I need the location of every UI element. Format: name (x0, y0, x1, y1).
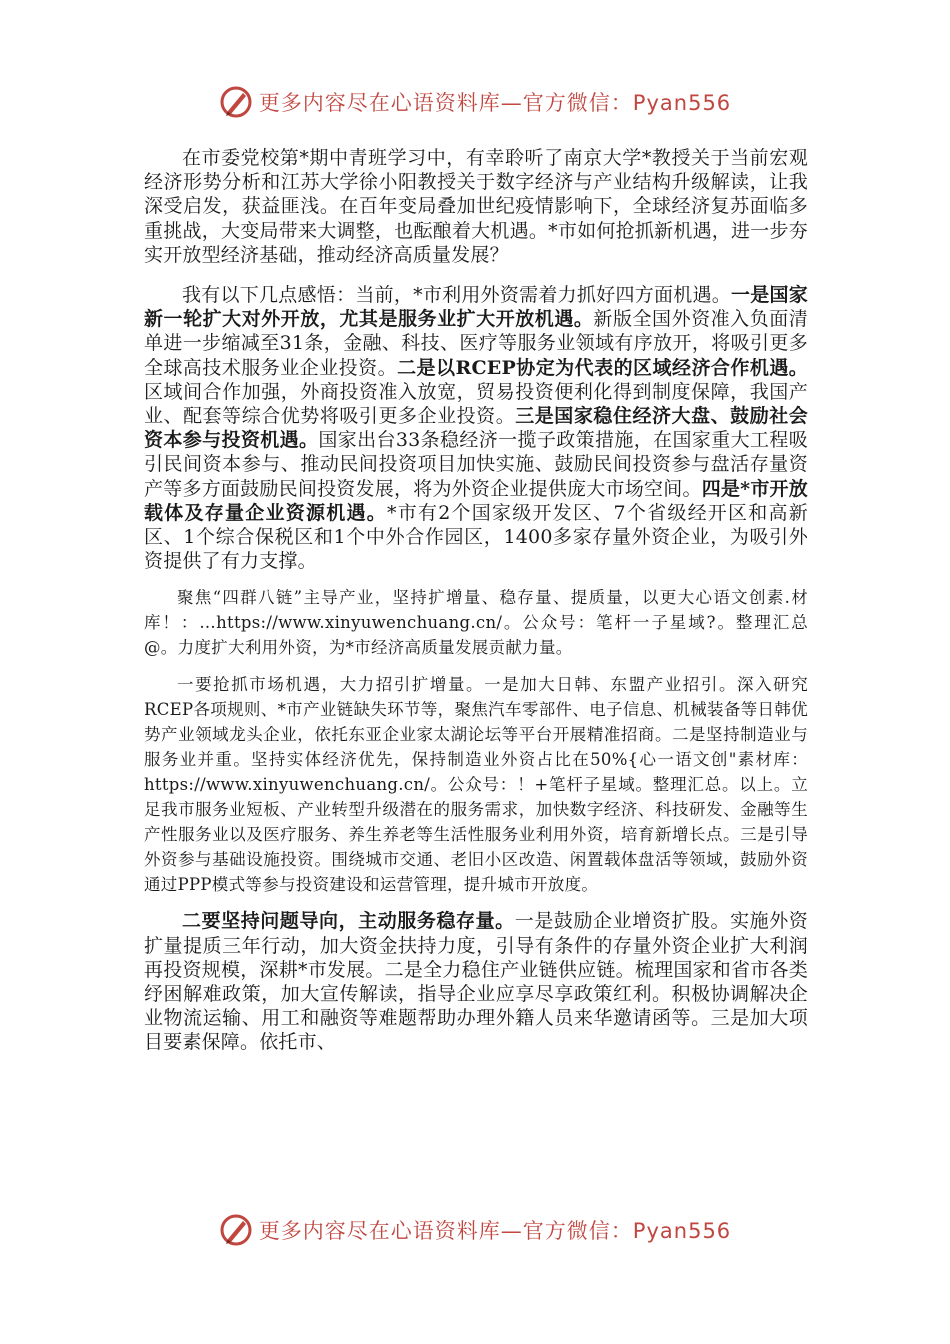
body-text: 一是鼓励企业增资扩股。实施外资扩量提质三年行动，加大资金扶持力度，引导有条件的存量外资企业扩大利润再投资规模，深耕*市发展。二是全力稳住产业链供应链。梳理国家和省市各类纾困解难政策，加大宣传解读，指导企业应享尽享政策红利。积极协调解决企业物流运输、用工和融资等难题帮助办理外籍人员来华邀请函等。三是加大项目要素保障。依托市、 (144, 910, 808, 1054)
banner-text: 更多内容尽在心语资料库—官方微信：Pyan556 (258, 91, 732, 115)
pen-in-circle-logo (219, 85, 253, 119)
document-body (144, 146, 808, 1055)
bold-heading-text: 四是*市开放载体及存量企业资源机遇。 (144, 477, 808, 524)
paragraph-four-opportunities (144, 283, 808, 573)
bold-heading-text: 一是国家新一轮扩大对外开放，尤其是服务业扩大开放机遇。 (144, 284, 808, 331)
bold-heading-text: 二要坚持问题导向，主动服务稳存量。 (182, 910, 515, 933)
body-text: 我有以下几点感悟：当前，*市利用外资需着力抓好四方面机遇。 (182, 284, 732, 307)
paragraph-intro (144, 146, 808, 267)
footer-watermark-banner (0, 1208, 950, 1252)
body-text: 国家出台33条稳经济一揽子政策措施，在国家重大工程吸引民间资本参与、推动民间投资项目加快实施、鼓励民间投资参与盘活存量资产等多方面鼓励民间投资发展，将为外资企业提供庞大市场空间。 (144, 429, 808, 500)
bold-heading-text: 二是以RCEP协定为代表的区域经济合作机遇。 (397, 356, 808, 379)
body-text: 新版全国外资准入负面清单进一步缩减至31条，金融、科技、医疗等服务业领域有序放开，将吸引更多全球高技术服务业企业投资。 (144, 308, 808, 379)
header-watermark-banner (0, 80, 950, 124)
body-text: *市有2个国家级开发区、7个省级经开区和高新区、1个综合保税区和1个中外合作园区，1400多家存量外资企业，为吸引外资提供了有力支撑。 (144, 501, 808, 573)
body-text: 在市委党校第*期中青班学习中，有幸聆听了南京大学*教授关于当前宏观经济形势分析和江苏大学徐小阳教授关于数字经济与产业结构升级解读，让我深受启发，获益匪浅。在百年变局叠加世纪疫情影响下，全球经济复苏面临多重挑战，大变局带来大调整，也酝酿着大机遇。*市如何抢抓新机遇，进一步夯实开放型经济基础，推动经济高质量发展？ (144, 147, 808, 266)
body-text: 聚焦“四群八链”主导产业，坚持扩增量、稳存量、提质量，以更大心语文创素.材库！：…https://www.xinyuwenchuang.cn/。公众号：笔杆一子星域?。整理汇总@。力度扩大利用外资，为*市经济高质量发展贡献力量。 (144, 588, 808, 658)
banner-text: 更多内容尽在心语资料库—官方微信：Pyan556 (258, 1219, 732, 1243)
paragraph-first-measure (144, 672, 808, 897)
bold-heading-text: 三是国家稳住经济大盘、鼓励社会资本参与投资机遇。 (144, 405, 808, 452)
body-text: 一要抢抓市场机遇，大力招引扩增量。一是加大日韩、东盟产业招引。深入研究RCEP各项规则、*市产业链缺失环节等，聚焦汽车零部件、电子信息、机械装备等日韩优势产业领域龙头企业，依托东亚企业家太湖论坛等平台开展精准招商。二是坚持制造业与服务业并重。坚持实体经济优先，保持制造业外资占比在50%{心一语文创"素材库：https://www.xinyuwenchuang.cn/。公众号：！+笔杆子星域。整理汇总。以上。立足我市服务业短板、产业转型升级潜在的服务需求，加快数字经济、科技研发、金融等生产性服务业以及医疗服务、养生养老等生活性服务业利用外资，培育新增长点。三是引导外资参与基础设施投资。围绕城市交通、老旧小区改造、闲置载体盘活等领域，鼓励外资通过PPP模式等参与投资建设和运营管理，提升城市开放度。 (144, 675, 808, 895)
pen-in-circle-logo (219, 1213, 253, 1247)
paragraph-second-measure (144, 909, 808, 1054)
paragraph-focus (144, 585, 808, 660)
body-text: 区域间合作加强，外商投资准入放宽，贸易投资便利化得到制度保障，我国产业、配套等综合优势将吸引更多企业投资。 (144, 380, 808, 428)
